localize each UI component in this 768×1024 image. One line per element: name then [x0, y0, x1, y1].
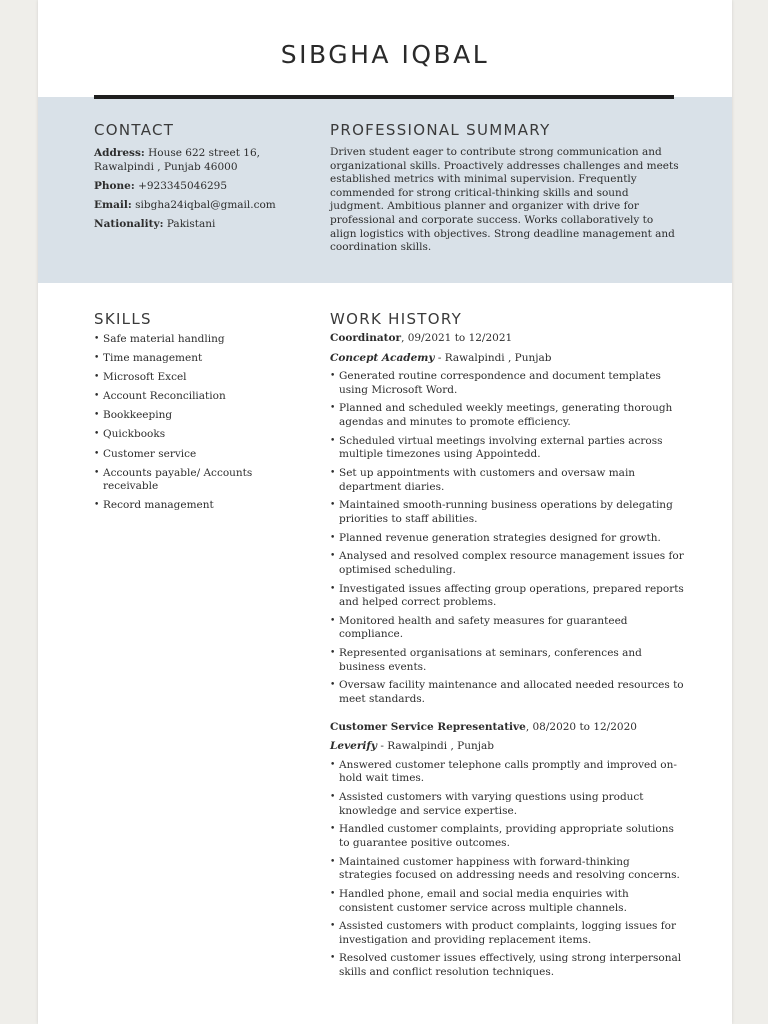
contact-heading: CONTACT [94, 121, 175, 139]
header-divider [94, 95, 674, 99]
phone-label: Phone: [94, 180, 135, 192]
duty-item: • Analysed and resolved complex resource management issues for optimised scheduling. [330, 550, 686, 577]
skill-item: • Microsoft Excel [94, 371, 294, 385]
job-dates: , 09/2021 to 12/2021 [401, 332, 513, 344]
skill-item: • Record management [94, 499, 294, 513]
contact-address [94, 146, 294, 174]
duty-item: • Represented organisations at seminars, conferences and business events. [330, 647, 686, 674]
job-entry [330, 721, 686, 980]
nationality-label: Nationality: [94, 218, 164, 230]
duty-item: • Maintained customer happiness with forward-thinking strategies focused on addressing needs and resolving concerns. [330, 856, 686, 883]
email-label: Email: [94, 199, 132, 211]
job-entry [330, 332, 686, 707]
summary-heading: PROFESSIONAL SUMMARY [330, 121, 551, 139]
job-duties [330, 759, 686, 980]
skill-item: • Quickbooks [94, 428, 294, 442]
duty-item: • Handled customer complaints, providing appropriate solutions to guarantee positive outcomes. [330, 823, 686, 850]
address-label: Address: [94, 147, 145, 159]
duty-item: • Investigated issues affecting group operations, prepared reports and helped correct problems. [330, 583, 686, 610]
duty-item: • Planned revenue generation strategies designed for growth. [330, 532, 686, 546]
contact-section [94, 146, 294, 236]
duty-item: • Maintained smooth-running business operations by delegating priorities to staff abilities. [330, 499, 686, 526]
duty-item: • Generated routine correspondence and document templates using Microsoft Word. [330, 370, 686, 397]
work-history-heading: WORK HISTORY [330, 310, 463, 328]
skill-item: • Customer service [94, 448, 294, 462]
work-history-section [330, 332, 686, 985]
duty-item: • Set up appointments with customers and oversaw main department diaries. [330, 467, 686, 494]
skill-item: • Accounts payable/ Accounts receivable [94, 467, 294, 494]
email-value: sibgha24iqbal@gmail.com [135, 199, 276, 211]
job-dates: , 08/2020 to 12/2020 [525, 720, 637, 733]
skill-item: • Safe material handling [94, 333, 294, 347]
job-duties [330, 370, 686, 706]
duty-item: • Answered customer telephone calls promptly and improved on-hold wait times. [330, 759, 686, 786]
phone-value: +923345046295 [138, 180, 228, 192]
company-name: Leverify [330, 740, 377, 753]
skills-list [94, 333, 294, 518]
duty-item: • Oversaw facility maintenance and allocated needed resources to meet standards. [330, 679, 686, 706]
contact-phone [94, 179, 294, 193]
skill-item: • Bookkeeping [94, 409, 294, 423]
address-value: House 622 street 16, Rawalpindi , Punjab 46000 [94, 147, 260, 173]
duty-item: • Assisted customers with varying questions using product knowledge and service expertise. [330, 791, 686, 818]
skills-heading: SKILLS [94, 310, 152, 328]
job-company [330, 352, 686, 366]
duty-item: • Handled phone, email and social media enquiries with consistent customer service across multiple channels. [330, 888, 686, 915]
duty-item: • Scheduled virtual meetings involving external parties across multiple timezones using Appointedd. [330, 435, 686, 462]
job-company [330, 740, 686, 754]
contact-nationality [94, 217, 294, 231]
company-location: - Rawalpindi , Punjab [434, 351, 552, 364]
resume-page [38, 0, 732, 1024]
skill-item: • Account Reconciliation [94, 390, 294, 404]
job-role: Coordinator [330, 332, 402, 344]
summary-text: Driven student eager to contribute strong communication and organizational skills. Proactively addresses challenges and meets established metrics with minimal supervision. Frequently commended for strong critical-thinking skills and sound judgment. Ambitious planner and organizer with drive for professional and corporate success. Works collaboratively to align logistics with objectives. Strong deadline management and coordination skills. [330, 146, 679, 254]
candidate-name: SIBGHA IQBAL [280, 40, 490, 69]
duty-item: • Resolved customer issues effectively, using strong interpersonal skills and conflict resolution techniques. [330, 952, 686, 979]
duty-item: • Planned and scheduled weekly meetings, generating thorough agendas and minutes to promote efficiency. [330, 402, 686, 429]
job-role: Customer Service Representative [330, 720, 526, 733]
skill-item: • Time management [94, 352, 294, 366]
duty-item: • Monitored health and safety measures for guaranteed compliance. [330, 615, 686, 642]
company-name: Concept Academy [330, 351, 435, 364]
nationality-value: Pakistani [166, 218, 216, 230]
duty-item: • Assisted customers with product complaints, logging issues for investigation and providing replacement items. [330, 920, 686, 947]
company-location: - Rawalpindi , Punjab [376, 740, 494, 753]
contact-email [94, 198, 294, 212]
job-title [330, 332, 686, 346]
job-title [330, 721, 686, 735]
